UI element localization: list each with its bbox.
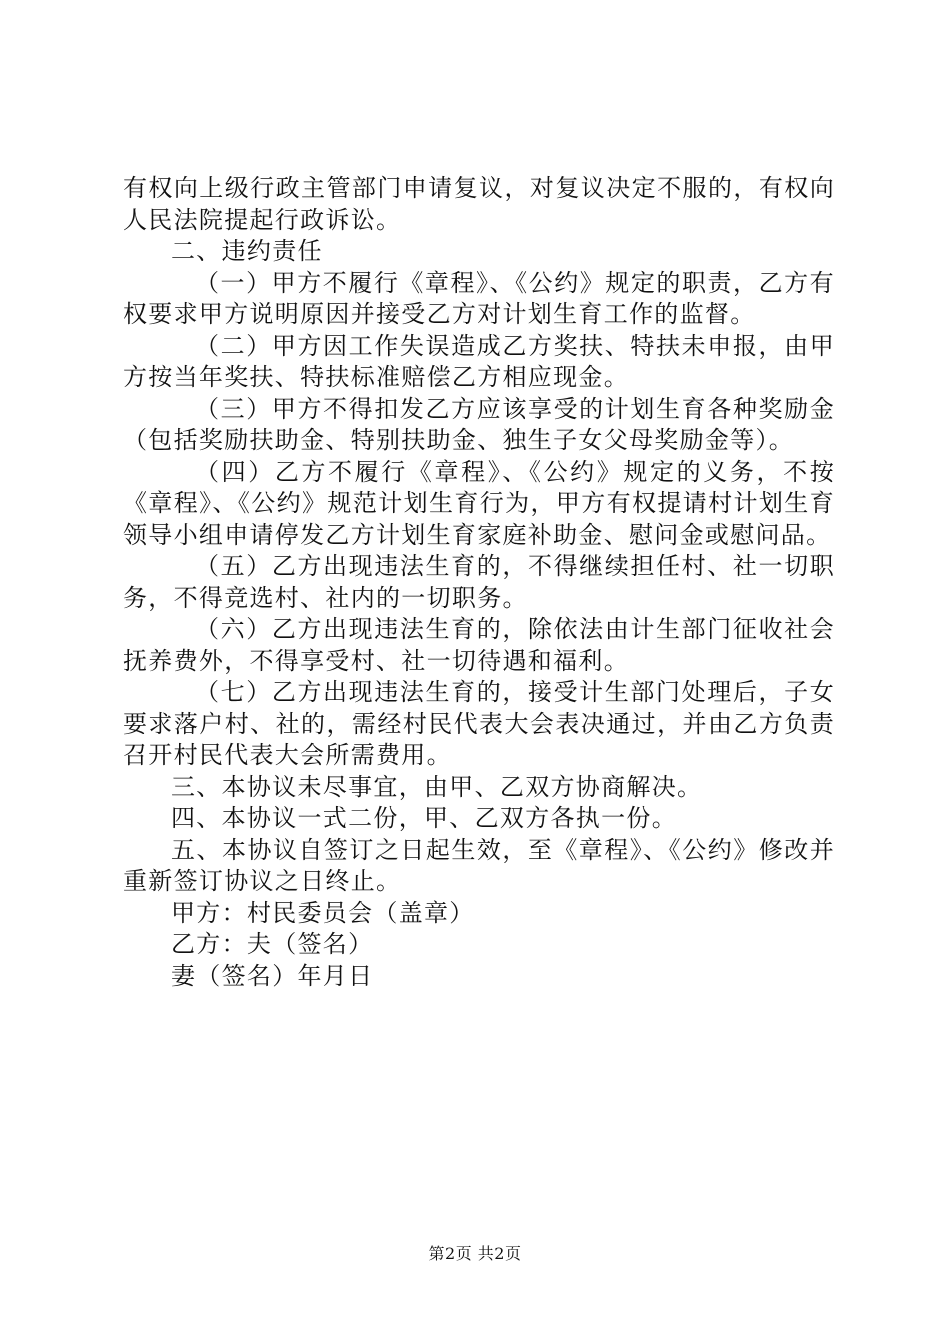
section-three: 三、本协议未尽事宜，由甲、乙双方协商解决。 — [171, 772, 703, 801]
clause-1: （一）甲方不履行《章程》、《公约》规定的职责，乙方有权要求甲方说明原因并接受乙方对计划生育工作的监督。 — [123, 268, 835, 328]
section-heading-liability: 二、违约责任 — [171, 237, 323, 265]
clause-2: （二）甲方因工作失误造成乙方奖扶、特扶未申报，由甲方按当年奖扶、特扶标准赔偿乙方相应现金。 — [123, 331, 835, 391]
signature-wife-date: 妻（签名）年月日 — [171, 961, 374, 990]
clause-3: （三）甲方不得扣发乙方应该享受的计划生育各种奖励金（包括奖励扶助金、特别扶助金、独生子女父母奖励金等）。 — [123, 394, 835, 454]
clause-5: （五）乙方出现违法生育的，不得继续担任村、社一切职务，不得竞选村、社内的一切职务。 — [123, 552, 835, 612]
clause-7: （七）乙方出现违法生育的，接受计生部门处理后，子女要求落户村、社的，需经村民代表大会表决通过，并由乙方负责召开村民代表大会所需费用。 — [123, 678, 835, 769]
document-body — [123, 173, 835, 992]
section-five: 五、本协议自签订之日起生效，至《章程》、《公约》修改并重新签订协议之日终止。 — [123, 835, 835, 895]
clause-4: （四）乙方不履行《章程》、《公约》规定的义务，不按《章程》、《公约》规范计划生育行为，甲方有权提请村计划生育领导小组申请停发乙方计划生育家庭补助金、慰问金或慰问品。 — [123, 457, 835, 549]
signature-party-b: 乙方：夫（签名） — [171, 930, 374, 958]
section-four: 四、本协议一式二份，甲、乙双方各执一份。 — [171, 804, 677, 832]
paragraph-appeal-continuation: 有权向上级行政主管部门申请复议，对复议决定不服的，有权向人民法院提起行政诉讼。 — [123, 174, 835, 234]
signature-party-a: 甲方：村民委员会（盖章） — [171, 898, 475, 927]
clause-6: （六）乙方出现违法生育的，除依法由计生部门征收社会抚养费外，不得享受村、社一切待遇和福利。 — [123, 615, 835, 675]
page-footer: 第2页 共2页 — [428, 1244, 522, 1263]
